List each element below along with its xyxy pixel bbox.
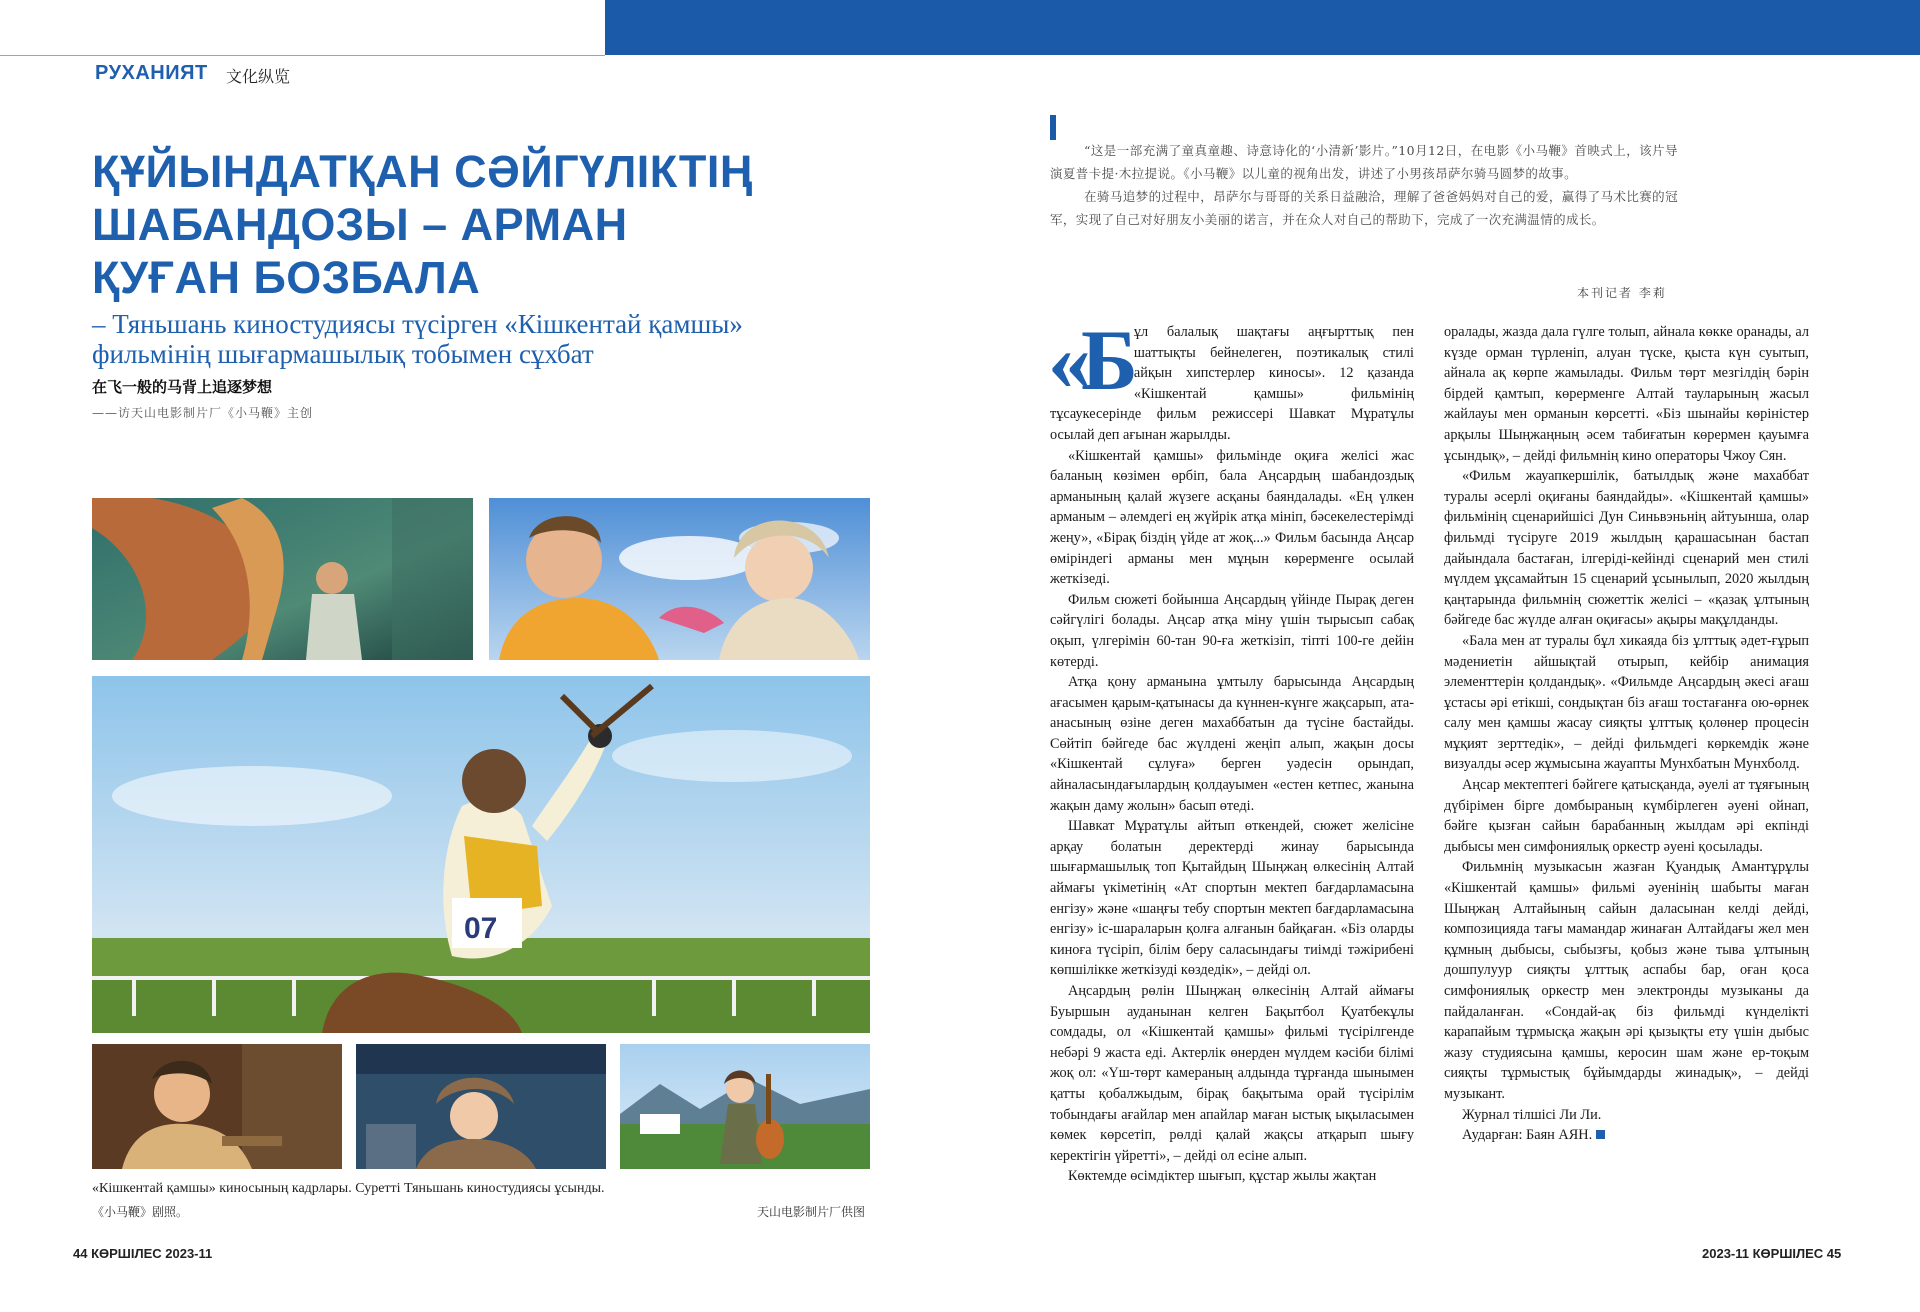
article-paragraph: Атқа қону арманына ұмтылу барысында Аңсардың ағасымен қарым-қатынасы да күннен-күнге жақсарып, ата-анасының өзіне деген махаббатын да түсіне бастайды. Сөйтіп бәйгеде бас жүлдені жеңіп алып, жақын досы «Кішкентай сұлуға» берген уәдесін орындап, айналасындағылардың қолдауымен «естен кетпес, жанына жақын даму жолын» басып өтеді. bbox=[1050, 674, 1414, 814]
dropcap: «Б bbox=[1048, 312, 1128, 408]
article-column-1 bbox=[1048, 312, 1414, 1187]
chinese-title: 在飞一般的马背上追逐梦想 bbox=[92, 378, 273, 396]
photo-girl-with-dombra bbox=[620, 1044, 870, 1169]
article-paragraph: «Бұл балалық шақтағы аңғырттық пен шаттықты бейнелеген, поэтикалық стилі айқын хипстерлер киносы». 12 қазанда «Кішкентай қамшы» фильмінің тұсаукесерінде фильм режиссері Шавкат Мұратұлы осылай деп ағынан жарылды. bbox=[1048, 312, 1414, 443]
article-signoff: Журнал тілшісі Ли Ли. bbox=[1462, 1106, 1602, 1123]
article-paragraph: Фильмнің музыкасын жазған Қуандық Амантұрұлы «Кішкентай қамшы» фильмі әуенінің шабыты маған Шыңжаң Алтайының сайын даласынан келді дейді, композицияда тағы мамандар жинаған Алтайдағы жел мен құмның дыбысы, сыбызғы, қобыз және тыва ұлтының дошпулуур сияқты ұлттық аспабы бар, оған қоса симфониялық оркестр мен электронды музыканы да пайдаланған. «Сондай-ақ біз фильмді күнделікті карапайым тұрмысқа жақын әрі қызықты ету үшін дыбыс жазу студиясына қамшы, керосин шам және ер-тоқым сияқты тұрмыстық бұйымдарды жинадық», – дейді музыкант. bbox=[1444, 859, 1809, 1102]
page-folio-left: 44 КӨРШІЛЕС 2023-11 bbox=[73, 1246, 213, 1261]
article-paragraph: «Кішкентай қамшы» фильмінде оқиға желісі жас баланың көзімен өрбіп, бала Аңсардың шабандоздық арманының қалай жүзеге асқаны баяндалады. «Ең үлкен арманым – әлемдегі ең жүйрік атқа мініп, бәсекелестерімді жеңу», «Бірақ біздің үйде ат жоқ...» Фильм басында Аңсар өміріндегі арманы мен мұңын көрерменге осылай жеткізеді. bbox=[1050, 447, 1414, 588]
photo-jockey-riding bbox=[92, 676, 870, 1033]
chinese-subtitle: ——访天山电影制片厂《小马鞭》主创 bbox=[92, 406, 314, 420]
headline-line-2: ШАБАНДОЗЫ – АРМАН bbox=[92, 199, 628, 250]
subtitle-line-1: – Тяньшань киностудиясы түсірген «Кішкентай қамшы» bbox=[92, 309, 743, 339]
intro-accent-bar bbox=[1050, 115, 1056, 140]
article-paragraph: Көктемде өсімдіктер шығып, құстар жылы жақтан bbox=[1068, 1168, 1377, 1185]
article-translator: Аударған: Баян АЯН. bbox=[1444, 1125, 1809, 1146]
photo-credit-cn: 天山电影制片厂供图 bbox=[757, 1205, 866, 1219]
header-rule bbox=[0, 55, 605, 56]
photo-caption-cn: 《小马鞭》剧照。 bbox=[92, 1205, 189, 1219]
headline-line-3: ҚУҒАН БОЗБАЛА bbox=[92, 252, 481, 303]
subtitle-line-2: фильмінің шығармашылық тобымен сұхбат bbox=[92, 339, 594, 369]
article-paragraph: Шавкат Мұратұлы айтып өткендей, сюжет желісіне арқау болатын деректерді жинау барысында шығармашылық топ Қытайдың Шыңжаң өлкесінің Алтай аймағы үкіметінің «Ат спортын мектеп бағдарламасына енгізу» және «шаңғы тебу спортын мектеп бағдарламасына енгізу» іс-шараларын қолға алғанын байқаған. «Біз оларды киноға түсіріп, білім беру саласындағы тиімді тәжірибені көпшілікке жеткізуді көздедік», – дейді ол. bbox=[1050, 818, 1414, 979]
page-folio-right: 2023-11 КӨРШІЛЕС 45 bbox=[1702, 1246, 1842, 1261]
end-mark-icon bbox=[1596, 1130, 1605, 1139]
article-paragraph: «Бала мен ат туралы бұл хикаяда біз ұлттық әдет-ғұрып мәдениетін айшықтай отырып, кейбір анимация элементтерін қолдандық». «Фильмде Аңсардың әкесі ағаш ұстасы әрі етікші, сондықтан біз ағаш тостағанға ою-өрнек салу мен қамшы жасау сияқты ұлттық қолөнер процесін мұқият зерттедік», – дейді фильмдегі көркемдік және визуалды әсер жұмысына жауапты Мунхбатын Мунхболд. bbox=[1444, 632, 1809, 773]
article-paragraph: Фильм сюжеті бойынша Аңсардың үйінде Пырақ деген сәйгүлігі болады. Аңсар атқа міну үшін тырысып сабақ оқып, үлгерімін 60-тан 90-ға жеткізіп, тіпті 100-ге дейін көтерді. bbox=[1050, 591, 1414, 670]
photo-caption: «Кішкентай қамшы» киносының кадрлары. Суретті Тяньшань киностудиясы ұсынды. bbox=[92, 1181, 605, 1196]
photo-girl-in-hat bbox=[356, 1044, 606, 1169]
photo-boy-and-girl bbox=[489, 498, 870, 660]
section-label-cn: 文化纵览 bbox=[226, 67, 291, 86]
headline-line-1: ҚҰЙЫНДАТҚАН СӘЙГҮЛІКТІҢ bbox=[92, 146, 753, 197]
article-paragraph: Аңсардың рөлін Шыңжаң өлкесінің Алтай аймағы Буыршын ауданынан келген Бақытбол Қуатбекұлы сомдады, ол «Кішкентай қамшы» фильмі түсірілгенде небәрі 9 жаста еді. Актерлік өнерден мүлдем кәсіби білімі жоқ ол: «Үш-төрт камераның алдында тұрғанда шынымен қатты қобалжыдым, бірақ бақытыма орай түсірілім тобындағы ағайлар мен апайлар маған ыстық ықыласымен көмек көрсетіп, рөлді қалай жақсы атқарып шығу керектігін үйретті», – дейді ол есіне алып. bbox=[1050, 983, 1414, 1164]
article-paragraph: «Фильм жауапкершілік, батылдық және махаббат туралы әсерлі оқиғаны баяндайды». «Кішкентай қамшы» фильмінің сценарийшісі Дун Синьвэньнің айтуынша, олар фильмді түсіруге 2019 жылдың қарашасынан бастап дайындала бастаған, ілгеріді-кейінді сценарий мен стилі мүлдем ұқсамайтын 15 сценарий ұсынылып, 2020 жылдың қаңтарында фильмнің сюжеттік желісі – «қазақ ұлтының бәйгеде бас жүлде алған оқиғасы» ақыры мақұлданды. bbox=[1444, 468, 1809, 629]
intro-author: 本刊记者 李莉 bbox=[1577, 286, 1667, 300]
intro-paragraph-2: 在骑马追梦的过程中，昂萨尔与哥哥的关系日益融洽，理解了爸爸妈妈对自己的爱，赢得了马术比赛的冠军，实现了自己对好朋友小美丽的诺言，并在众人对自己的帮助下，完成了一次充满温情的成长。 bbox=[1050, 189, 1678, 227]
jockey-number: 07 bbox=[464, 912, 498, 945]
photo-boy-with-horse bbox=[92, 498, 473, 660]
intro-paragraph-1: “这是一部充满了童真童趣、诗意诗化的‘小清新’影片。”10月12日，在电影《小马鞭》首映式上，该片导演夏普卡提·木拉提说。《小马鞭》以儿童的视角出发，讲述了小男孩昂萨尔骑马圆梦的故事。 bbox=[1050, 143, 1678, 181]
photo-boy-crafting bbox=[92, 1044, 342, 1169]
header-accent-bar bbox=[605, 0, 1920, 55]
article-paragraph: оралады, жазда дала гүлге толып, айнала көкке оранады, ал күзде орман түрленіп, алуан түске, қыста күн суытып, айнала ақ көрпе жамылады. Фильм төрт мезгілдің бәрін бірдей қамтып, көрерменге Алтай тауларының жасыл жайлауы мен орманын көрсетті. «Біз шынайы көріністер арқылы Шыңжаңның әсем табиғатын көрермен қауымға ұсындық», – дейді фильмнің кино операторы Чжоу Сян. bbox=[1444, 324, 1809, 464]
article-column-2 bbox=[1444, 322, 1809, 1146]
section-label: РУХАНИЯТ bbox=[95, 62, 208, 84]
article-paragraph: Аңсар мектептегі бәйгеге қатысқанда, әуелі ат тұяғының дүбірімен бірге домбыраның күмбірлеген әуені ойнап, бәйге қызған сайын барабанның жылдам әрі екпінді дыбысы мен симфониялық оркестр әуені қосылады. bbox=[1444, 777, 1809, 855]
